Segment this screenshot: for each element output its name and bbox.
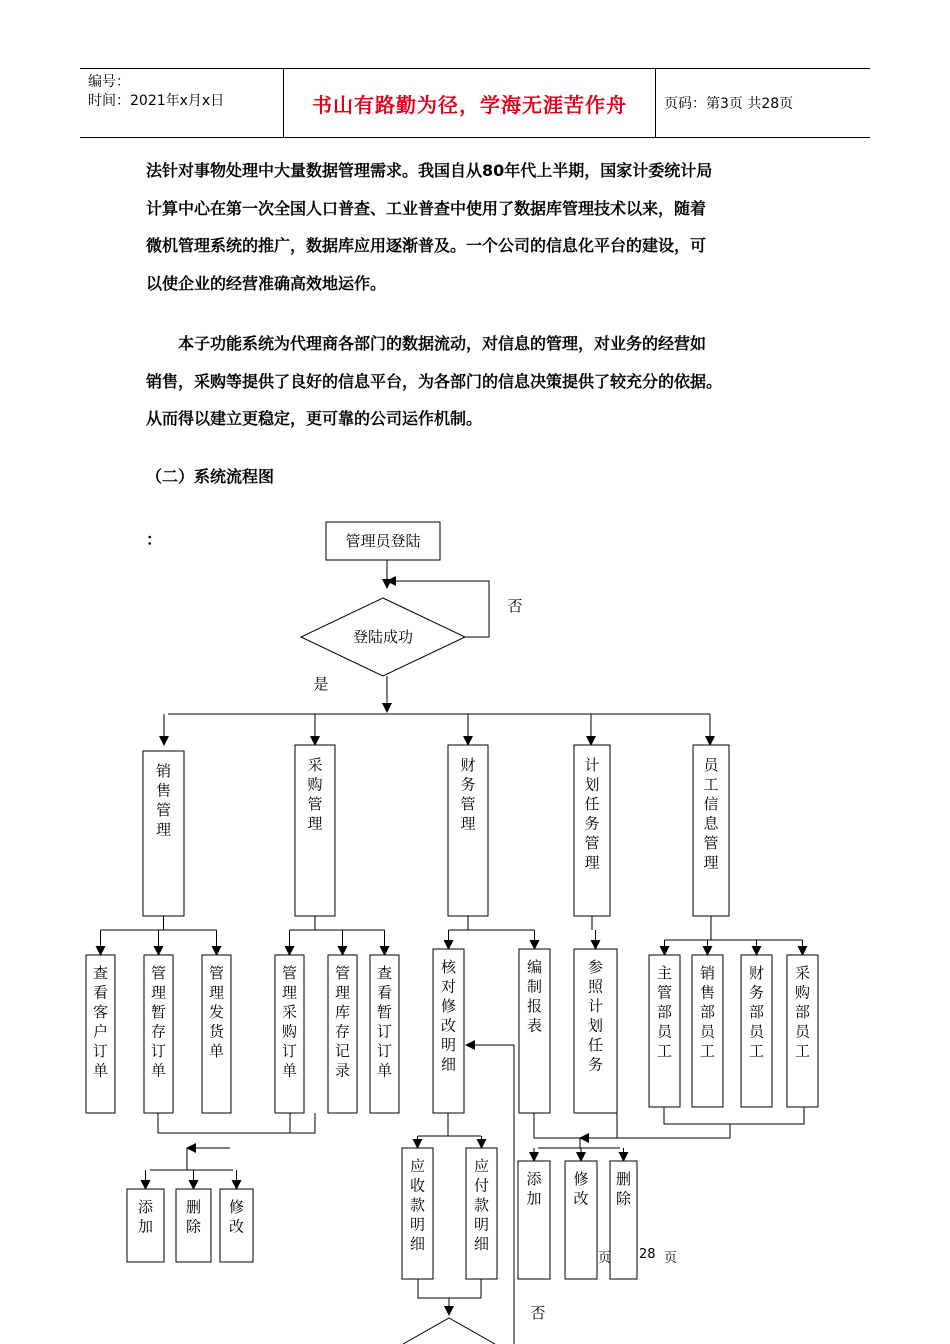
paragraph-line: 销售，采购等提供了良好的信息平台，为各部门的信息决策提供了较充分的依据。 xyxy=(146,371,723,391)
no-branch-label: 否 xyxy=(507,597,523,615)
flow-connector xyxy=(664,1107,804,1124)
module-label: 员工信息管理 xyxy=(703,756,719,872)
paragraph-line: 以使企业的经营准确高效地运作。 xyxy=(146,273,387,293)
footer-page-number: 28 xyxy=(639,1247,656,1262)
submodule-label: 查看客户订单 xyxy=(92,964,109,1080)
section-heading: （二）系统流程图 xyxy=(146,467,275,486)
submodule-label: 参照计划任务 xyxy=(587,958,604,1074)
number-label: 编号： xyxy=(88,74,130,90)
flow-connector xyxy=(418,1279,481,1298)
paragraph-line: 从而得以建立更稳定，更可靠的公司运作机制。 xyxy=(146,409,483,428)
header-motto: 书山有路勤为径，学海无涯苦作舟 xyxy=(312,93,627,117)
paragraph-line: 计算中心在第一次全国人口普查、工业普查中使用了数据库管理技术以来，随着 xyxy=(146,198,707,218)
colon-mark: ： xyxy=(146,530,163,549)
submodule-label: 核对修改明细 xyxy=(440,958,457,1074)
yes-branch-label: 是 xyxy=(313,675,329,693)
submodule-label: 管理发货单 xyxy=(208,964,225,1060)
footer-suffix: 页 xyxy=(664,1251,678,1266)
action-label: 修改 xyxy=(228,1198,245,1236)
decision-diamond-partial xyxy=(403,1318,495,1344)
flow-connector xyxy=(158,1113,315,1133)
paragraph-line: 法针对事物处理中大量数据管理需求。我国自从80年代上半期，国家计委统计局 xyxy=(146,161,713,180)
submodule-label: 销售部员工 xyxy=(699,964,716,1060)
start-box-label: 管理员登陆 xyxy=(345,532,421,550)
detail-label: 应收款明细 xyxy=(409,1157,426,1253)
submodule-label: 编制报表 xyxy=(526,958,543,1035)
paragraph-line: 微机管理系统的推广，数据库应用逐渐普及。一个公司的信息化平台的建设，可 xyxy=(146,236,707,255)
action-label: 修改 xyxy=(573,1170,589,1208)
flow-connector xyxy=(617,1124,730,1138)
module-label: 计划任务管理 xyxy=(584,756,600,872)
submodule-label: 主管部员工 xyxy=(656,964,673,1060)
module-label: 财务管理 xyxy=(460,756,476,833)
action-label: 添加 xyxy=(137,1198,154,1236)
action-label: 删除 xyxy=(615,1170,632,1208)
submodule-label: 采购部员工 xyxy=(794,964,811,1060)
flow-connector xyxy=(534,1113,617,1138)
action-label: 添加 xyxy=(526,1170,542,1208)
detail-label: 应付款明细 xyxy=(473,1157,490,1253)
page-indicator: 页码：第3页 共28页 xyxy=(664,96,794,112)
action-label: 删除 xyxy=(185,1198,202,1236)
date-label: 时间：2021年x月x日 xyxy=(88,93,225,109)
footer-prefix: 页 xyxy=(598,1251,612,1266)
no-branch-label: 否 xyxy=(530,1304,546,1322)
module-label: 采购管理 xyxy=(307,756,323,833)
submodule-label: 管理采购订单 xyxy=(281,964,298,1080)
submodule-label: 财务部员工 xyxy=(748,964,765,1060)
submodule-label: 管理暂存订单 xyxy=(150,964,167,1080)
module-label: 销售管理 xyxy=(155,762,172,839)
submodule-label: 管理库存记录 xyxy=(334,964,351,1080)
paragraph-line: 本子功能系统为代理商各部门的数据流动，对信息的管理，对业务的经营如 xyxy=(146,334,707,353)
decision-label: 登陆成功 xyxy=(352,628,414,646)
submodule-label: 查看暂订订单 xyxy=(376,964,393,1080)
